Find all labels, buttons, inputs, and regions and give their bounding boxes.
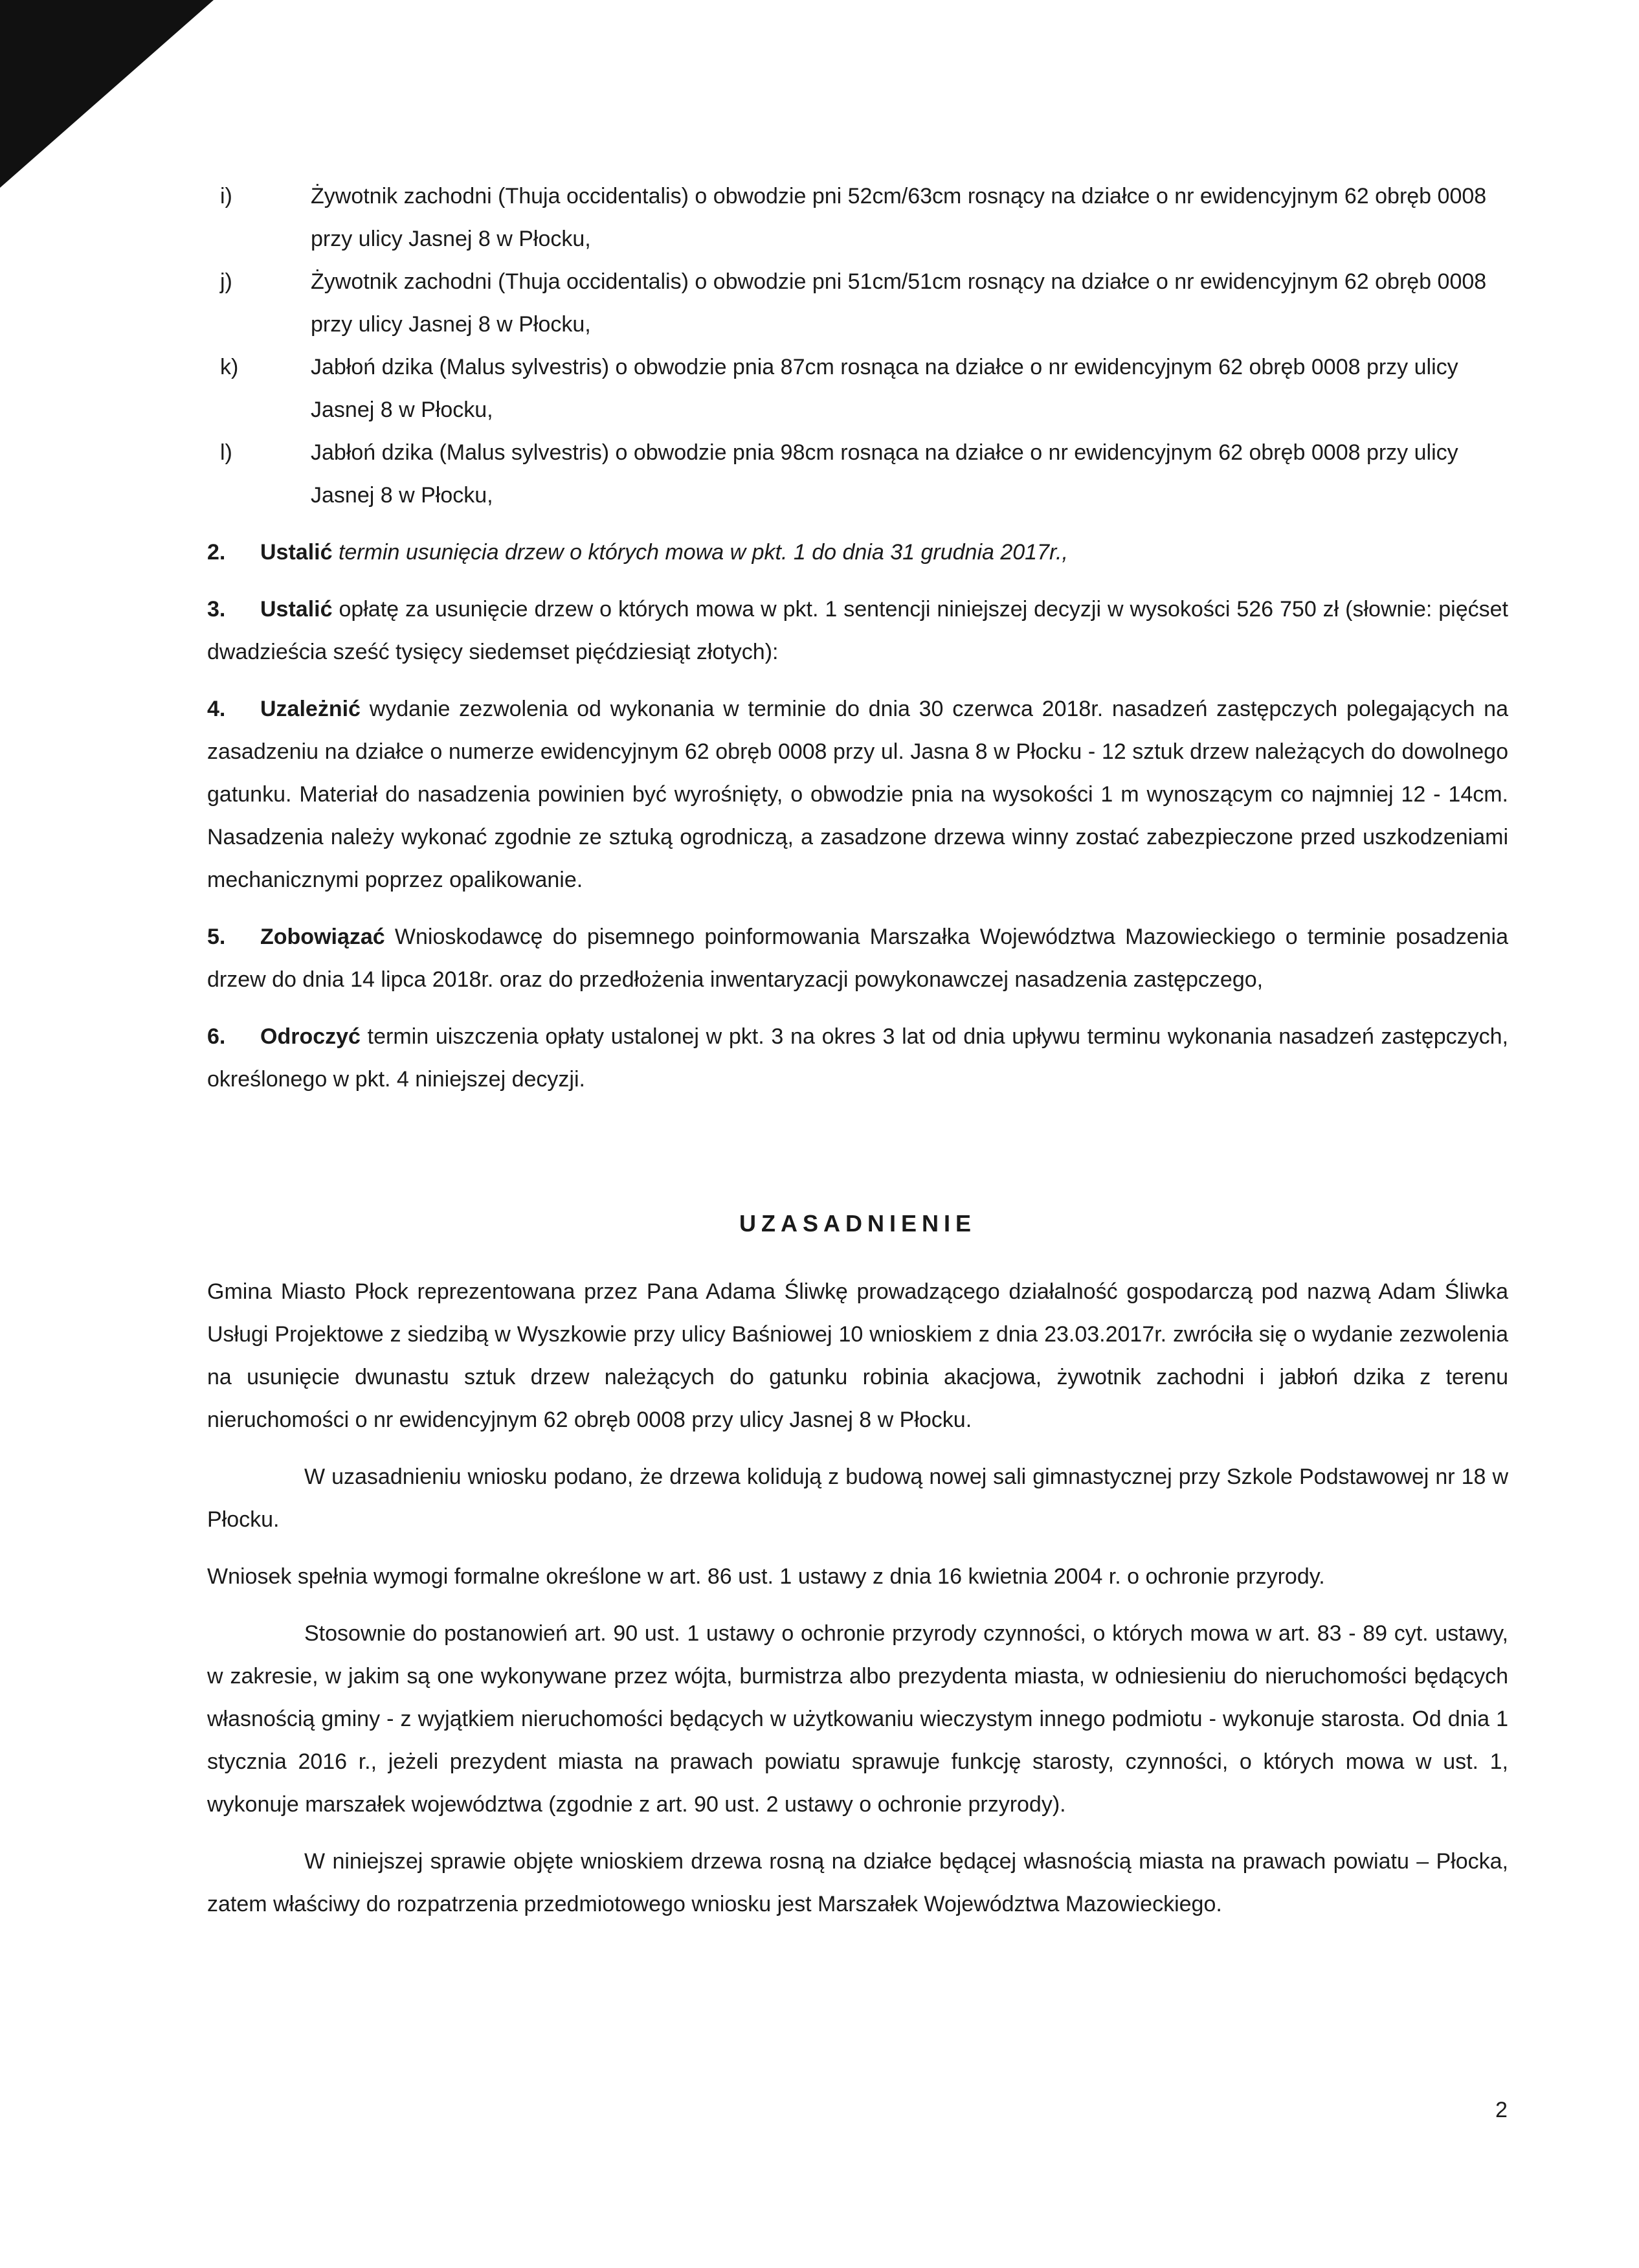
list-item-label: i) xyxy=(220,184,232,208)
decision-verb: Ustalić xyxy=(260,597,333,622)
decision-number: 5. xyxy=(207,925,226,949)
list-item-label: l) xyxy=(220,440,232,465)
decision-point-4 xyxy=(207,688,1508,901)
tree-list xyxy=(207,175,1508,517)
justification-paragraph: W uzasadnieniu wniosku podano, że drzewa kolidują z budową nowej sali gimnastycznej przy Szkole Podstawowej nr 18 w Płocku. xyxy=(207,1465,1508,1532)
decision-number: 4. xyxy=(207,697,226,721)
decision-text: termin usunięcia drzew o których mowa w pkt. 1 do dnia 31 grudnia 2017r., xyxy=(332,540,1068,565)
list-item-label: k) xyxy=(220,355,239,379)
list-item xyxy=(207,431,1508,517)
decision-point-6 xyxy=(207,1015,1508,1101)
scan-corner-shadow xyxy=(0,0,214,188)
list-item-text: Jabłoń dzika (Malus sylvestris) o obwodzie pnia 98cm rosnąca na działce o nr ewidencyjnym 62 obręb 0008 przy ulicy Jasnej 8 w Płocku, xyxy=(311,440,1458,508)
justification-paragraph: W niniejszej sprawie objęte wnioskiem drzewa rosną na działce będącej własnością miasta na prawach powiatu – Płocka, zatem właściwy do rozpatrzenia przedmiotowego wniosku jest Marszałek Województwa Mazowieckiego. xyxy=(207,1849,1508,1916)
decision-text: wydanie zezwolenia od wykonania w terminie do dnia 30 czerwca 2018r. nasadzeń zastępczych polegających na zasadzeniu na działce o numerze ewidencyjnym 62 obręb 0008 przy ul. Jasna 8 w Płocku - 12 sztuk drzew należących do dowolnego gatunku. Materiał do nasadzenia powinien być wyrośnięty, o obwodzie pnia na wysokości 1 m wynoszącym co najmniej 12 - 14cm. Nasadzenia należy wykonać zgodnie ze sztuką ogrodniczą, a zasadzone drzewa winny zostać zabezpieczone przed uszkodzeniami mechanicznymi poprzez opalikowanie. xyxy=(207,697,1508,892)
decision-verb: Ustalić xyxy=(260,540,333,565)
decision-point-3 xyxy=(207,588,1508,673)
page-number: 2 xyxy=(1495,2098,1508,2122)
decision-point-2 xyxy=(207,531,1508,574)
decision-text: Wnioskodawcę do pisemnego poinformowania Marszałka Województwa Mazowieckiego o terminie posadzenia drzew do dnia 14 lipca 2018r. oraz do przedłożenia inwentaryzacji powykonawczej nasadzenia zastępczego, xyxy=(207,925,1508,992)
list-item-label: j) xyxy=(220,269,232,294)
justification-paragraph: Gmina Miasto Płock reprezentowana przez Pana Adama Śliwkę prowadzącego działalność gospodarczą pod nazwą Adam Śliwka Usługi Projektowe z siedzibą w Wyszkowie przy ulicy Baśniowej 10 wnioskiem z dnia 23.03.2017r. zwróciła się o wydanie zezwolenia na usunięcie dwunastu sztuk drzew należących do gatunku robinia akacjowa, żywotnik zachodni i jabłoń dzika z terenu nieruchomości o nr ewidencyjnym 62 obręb 0008 przy ulicy Jasnej 8 w Płocku. xyxy=(207,1279,1508,1432)
list-item xyxy=(207,346,1508,431)
list-item xyxy=(207,260,1508,346)
list-item xyxy=(207,175,1508,260)
document-page xyxy=(207,175,1508,1926)
list-item-text: Jabłoń dzika (Malus sylvestris) o obwodzie pnia 87cm rosnąca na działce o nr ewidencyjnym 62 obręb 0008 przy ulicy Jasnej 8 w Płocku, xyxy=(311,355,1458,422)
decision-text: opłatę za usunięcie drzew o których mowa w pkt. 1 sentencji niniejszej decyzji w wysokości 526 750 zł (słownie: pięćset dwadzieścia sześć tysięcy siedemset pięćdziesiąt złotych): xyxy=(207,597,1508,664)
justification-paragraph: Wniosek spełnia wymogi formalne określone w art. 86 ust. 1 ustawy z dnia 16 kwietnia 2004 r. o ochronie przyrody. xyxy=(207,1564,1325,1589)
decision-verb: Odroczyć xyxy=(260,1024,361,1049)
decision-number: 2. xyxy=(207,540,226,565)
decision-point-5 xyxy=(207,915,1508,1001)
decision-text: termin uiszczenia opłaty ustalonej w pkt. 3 na okres 3 lat od dnia upływu terminu wykonania nasadzeń zastępczych, określonego w pkt. 4 niniejszej decyzji. xyxy=(207,1024,1508,1092)
decision-number: 6. xyxy=(207,1024,226,1049)
section-heading: UZASADNIENIE xyxy=(739,1210,977,1237)
decision-verb: Uzależnić xyxy=(260,697,361,721)
list-item-text: Żywotnik zachodni (Thuja occidentalis) o obwodzie pni 51cm/51cm rosnący na działce o nr ewidencyjnym 62 obręb 0008 przy ulicy Jasnej 8 w Płocku, xyxy=(311,269,1487,337)
decision-number: 3. xyxy=(207,597,226,622)
decision-verb: Zobowiązać xyxy=(260,925,385,949)
justification-paragraph: Stosownie do postanowień art. 90 ust. 1 ustawy o ochronie przyrody czynności, o których mowa w art. 83 - 89 cyt. ustawy, w zakresie, w jakim są one wykonywane przez wójta, burmistrza albo prezydenta miasta, w odniesieniu do nieruchomości będących własnością gminy - z wyjątkiem nieruchomości będących w użytkowaniu wieczystym innego podmiotu - wykonuje starosta. Od dnia 1 stycznia 2016 r., jeżeli prezydent miasta na prawach powiatu sprawuje funkcję starosty, czynności, o których mowa w ust. 1, wykonuje marszałek województwa (zgodnie z art. 90 ust. 2 ustawy o ochronie przyrody). xyxy=(207,1621,1508,1817)
list-item-text: Żywotnik zachodni (Thuja occidentalis) o obwodzie pni 52cm/63cm rosnący na działce o nr ewidencyjnym 62 obręb 0008 przy ulicy Jasnej 8 w Płocku, xyxy=(311,184,1487,251)
